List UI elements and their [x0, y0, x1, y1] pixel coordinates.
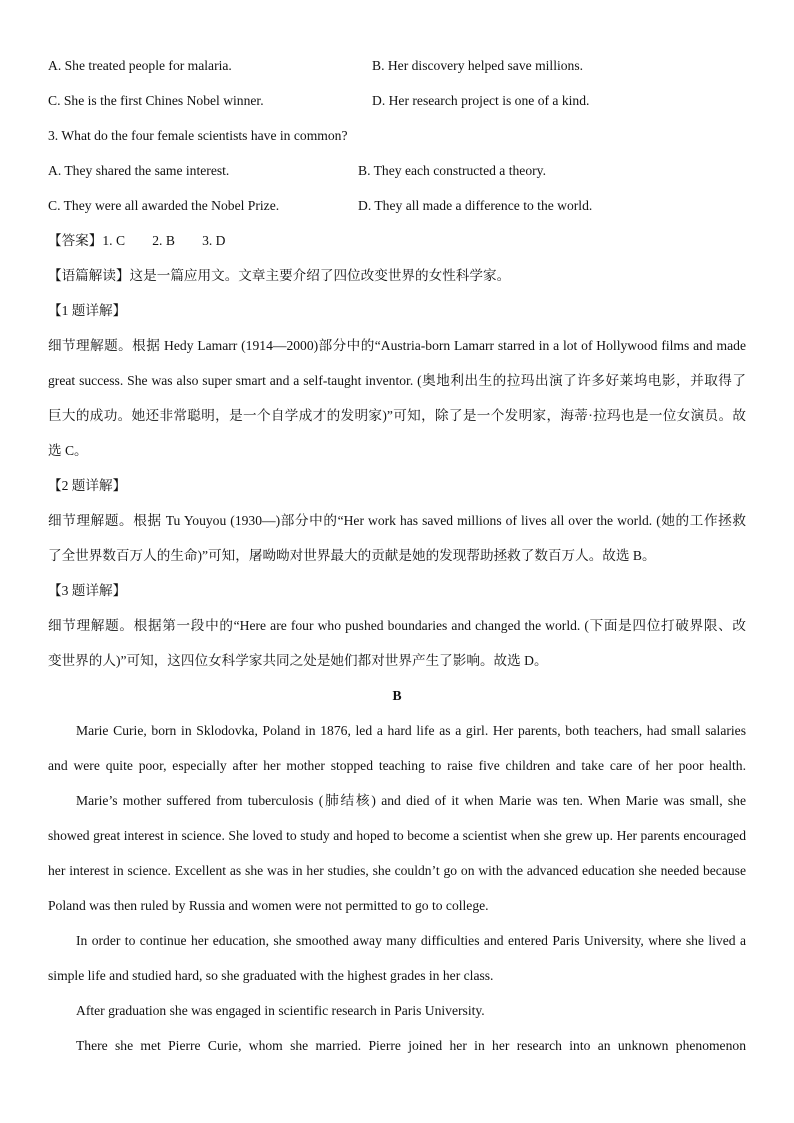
passage-line: simple life and studied hard, so she graduated with the highest grades in her class.: [48, 968, 494, 983]
q2-option-d: D. Her research project is one of a kind.: [372, 93, 590, 108]
passage-line: After graduation she was engaged in scientific research in Paris University.: [76, 1003, 485, 1018]
detail1-line: 巨大的成功。她还非常聪明，是一个自学成才的发明家)”可知，除了是一个发明家，海蒂·拉玛也是一位女演员。故: [48, 408, 746, 423]
q3-option-b: B. They each constructed a theory.: [358, 163, 546, 178]
detail3-heading: 【3 题详解】: [48, 583, 127, 598]
passage-line: showed great interest in science. She loved to study and hoped to become a scientist when she grew up. Her parents encouraged: [48, 828, 746, 843]
detail3-line: 细节理解题。根据第一段中的“Here are four who pushed boundaries and changed the world. (下面是四位打破界限、改: [48, 618, 746, 633]
passage-line: Marie Curie, born in Sklodovka, Poland in 1876, led a hard life as a girl. Her parents, both teachers, had small salaries: [76, 723, 746, 738]
answer-key: 【答案】1. C 2. B 3. D: [48, 233, 226, 248]
q3-stem: 3. What do the four female scientists have in common?: [48, 128, 348, 143]
q3-option-d: D. They all made a difference to the world.: [358, 198, 593, 213]
detail1-line: 选 C。: [48, 443, 88, 458]
detail2-heading: 【2 题详解】: [48, 478, 127, 493]
passage-line: and were quite poor, especially after her mother stopped teaching to raise five children and take care of her poor health.: [48, 758, 746, 773]
passage-line: In order to continue her education, she smoothed away many difficulties and entered Paris University, where she lived a: [76, 933, 746, 948]
q3-option-a: A. They shared the same interest.: [48, 163, 230, 178]
detail2-line: 了全世界数百万人的生命)”可知，屠呦呦对世界最大的贡献是她的发现帮助拯救了数百万人。故选 B。: [48, 548, 656, 563]
detail3-line: 变世界的人)”可知，这四位女科学家共同之处是她们都对世界产生了影响。故选 D。: [48, 653, 548, 668]
q3-option-c: C. They were all awarded the Nobel Prize.: [48, 198, 280, 213]
detail1-line: 细节理解题。根据 Hedy Lamarr (1914—2000)部分中的“Austria-born Lamarr starred in a lot of Hollywood films and made: [48, 338, 746, 353]
q2-option-b: B. Her discovery helped save millions.: [372, 58, 584, 73]
passage-line: There she met Pierre Curie, whom she married. Pierre joined her in her research into an unknown phenomenon: [76, 1038, 746, 1053]
passage-line: Poland was then ruled by Russia and women were not permitted to go to college.: [48, 898, 489, 913]
passage-line: her interest in science. Excellent as she was in her studies, she couldn’t go on with the advanced education she needed because: [48, 863, 746, 878]
q2-option-a: A. She treated people for malaria.: [48, 58, 232, 73]
detail1-heading: 【1 题详解】: [48, 303, 127, 318]
q2-option-c: C. She is the first Chines Nobel winner.: [48, 93, 264, 108]
detail2-line: 细节理解题。根据 Tu Youyou (1930—)部分中的“Her work has saved millions of lives all over the world. (她的工作拯救: [48, 513, 746, 528]
detail1-line: great success. She was also super smart and a self-taught inventor. (奥地利出生的拉玛出演了许多好莱坞电影，并取得了: [48, 373, 746, 388]
passage-intro: 【语篇解读】这是一篇应用文。文章主要介绍了四位改变世界的女性科学家。: [48, 268, 511, 283]
section-b-title: B: [392, 688, 402, 703]
passage-line: Marie’s mother suffered from tuberculosis (肺结核) and died of it when Marie was ten. When Marie was small, she: [76, 793, 746, 808]
